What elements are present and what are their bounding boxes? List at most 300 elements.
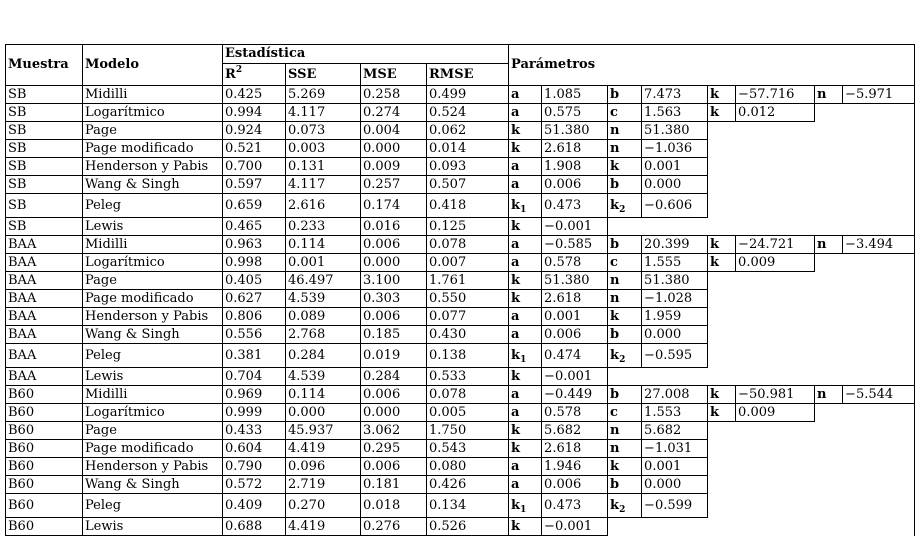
param-symbol: n	[817, 386, 827, 402]
cell-rmse: 0.507	[427, 176, 509, 194]
param-symbol: k	[511, 440, 521, 456]
empty-cell	[708, 308, 915, 326]
param-value: 1.946	[542, 458, 608, 476]
param-symbol: k	[610, 497, 620, 513]
param-symbol: k	[511, 497, 521, 513]
cell-muestra: BAA	[6, 290, 83, 308]
cell-mse: 3.100	[361, 272, 427, 290]
param-value: 7.473	[642, 86, 708, 104]
param-name	[608, 308, 642, 326]
cell-r2: 0.405	[223, 272, 286, 290]
empty-cell	[708, 194, 915, 218]
param-symbol: k	[511, 290, 521, 306]
cell-rmse: 0.499	[427, 86, 509, 104]
param-symbol: n	[610, 440, 620, 456]
param-value: 0.473	[542, 194, 608, 218]
empty-cell	[815, 404, 915, 422]
cell-mse: 0.006	[361, 308, 427, 326]
param-value: 0.012	[736, 104, 815, 122]
cell-muestra: BAA	[6, 236, 83, 254]
cell-modelo: Midilli	[83, 86, 223, 104]
empty-cell	[708, 494, 915, 518]
param-name	[509, 494, 542, 518]
cell-mse: 0.174	[361, 194, 427, 218]
cell-muestra: SB	[6, 194, 83, 218]
cell-mse: 0.000	[361, 140, 427, 158]
cell-modelo: Page modificado	[83, 140, 223, 158]
param-symbol: k	[610, 197, 620, 213]
cell-muestra: B60	[6, 422, 83, 440]
empty-cell	[708, 158, 915, 176]
param-name	[815, 86, 843, 104]
param-symbol: n	[610, 290, 620, 306]
param-value: −0.595	[642, 344, 708, 368]
cell-mse: 0.276	[361, 518, 427, 536]
param-value: −0.001	[542, 518, 608, 536]
param-subscript: 2	[619, 204, 626, 215]
param-value: 0.009	[736, 254, 815, 272]
param-name	[608, 440, 642, 458]
empty-cell	[708, 122, 915, 140]
cell-r2: 0.688	[223, 518, 286, 536]
param-subscript: 2	[619, 504, 626, 515]
param-name	[509, 140, 542, 158]
param-name	[509, 422, 542, 440]
cell-mse: 0.004	[361, 122, 427, 140]
param-value: −24.721	[736, 236, 815, 254]
empty-cell	[708, 440, 915, 458]
param-subscript: 1	[520, 204, 527, 215]
cell-sse: 0.233	[286, 218, 361, 236]
cell-modelo: Peleg	[83, 494, 223, 518]
cell-r2: 0.998	[223, 254, 286, 272]
param-name	[608, 326, 642, 344]
cell-muestra: SB	[6, 86, 83, 104]
cell-mse: 0.181	[361, 476, 427, 494]
header-r2-base: R	[225, 66, 236, 82]
cell-modelo: Logarítmico	[83, 254, 223, 272]
param-symbol: n	[610, 140, 620, 156]
param-value: 51.380	[642, 122, 708, 140]
param-value: 5.682	[542, 422, 608, 440]
param-name	[509, 176, 542, 194]
cell-rmse: 0.007	[427, 254, 509, 272]
param-symbol: n	[610, 422, 620, 438]
header-muestra: Muestra	[6, 45, 83, 86]
param-value: 0.006	[542, 176, 608, 194]
param-symbol: a	[511, 404, 520, 420]
cell-mse: 3.062	[361, 422, 427, 440]
param-name	[509, 104, 542, 122]
table-row	[6, 194, 915, 218]
empty-cell	[708, 476, 915, 494]
param-symbol: c	[610, 404, 618, 420]
param-value: −57.716	[736, 86, 815, 104]
cell-muestra: BAA	[6, 308, 83, 326]
param-symbol: k	[511, 422, 521, 438]
param-symbol: k	[610, 347, 620, 363]
param-name	[509, 518, 542, 536]
param-value: −1.036	[642, 140, 708, 158]
cell-mse: 0.257	[361, 176, 427, 194]
table-row	[6, 476, 915, 494]
param-symbol: k	[710, 254, 720, 270]
cell-sse: 0.073	[286, 122, 361, 140]
param-name	[815, 236, 843, 254]
param-value: −50.981	[736, 386, 815, 404]
cell-modelo: Logarítmico	[83, 404, 223, 422]
header-modelo: Modelo	[83, 45, 223, 86]
param-name	[608, 104, 642, 122]
cell-sse: 4.117	[286, 176, 361, 194]
param-name	[608, 344, 642, 368]
param-name	[708, 86, 736, 104]
cell-modelo: Page modificado	[83, 290, 223, 308]
cell-r2: 0.604	[223, 440, 286, 458]
param-value: 51.380	[642, 272, 708, 290]
param-name	[608, 86, 642, 104]
cell-sse: 0.001	[286, 254, 361, 272]
param-name	[708, 386, 736, 404]
table-row	[6, 254, 915, 272]
param-value: 0.009	[736, 404, 815, 422]
cell-sse: 0.114	[286, 236, 361, 254]
cell-modelo: Wang & Singh	[83, 476, 223, 494]
cell-sse: 4.419	[286, 440, 361, 458]
header-estadistica: Estadística	[223, 45, 509, 64]
header-rmse: RMSE	[427, 64, 509, 86]
param-name	[608, 122, 642, 140]
param-name	[509, 386, 542, 404]
cell-sse: 4.539	[286, 290, 361, 308]
cell-r2: 0.433	[223, 422, 286, 440]
param-symbol: k	[511, 122, 521, 138]
param-symbol: k	[710, 386, 720, 402]
param-value: 20.399	[642, 236, 708, 254]
table-row	[6, 440, 915, 458]
cell-modelo: Peleg	[83, 194, 223, 218]
param-name	[509, 158, 542, 176]
param-name	[608, 458, 642, 476]
param-value: 27.008	[642, 386, 708, 404]
param-symbol: a	[511, 476, 520, 492]
param-name	[509, 344, 542, 368]
param-name	[708, 104, 736, 122]
table-row	[6, 458, 915, 476]
table-row	[6, 290, 915, 308]
cell-muestra: BAA	[6, 254, 83, 272]
param-symbol: c	[610, 104, 618, 120]
param-name	[708, 404, 736, 422]
cell-mse: 0.284	[361, 368, 427, 386]
param-value: 0.578	[542, 404, 608, 422]
param-value: 0.006	[542, 476, 608, 494]
param-value: 0.575	[542, 104, 608, 122]
cell-modelo: Henderson y Pabis	[83, 458, 223, 476]
cell-r2: 0.381	[223, 344, 286, 368]
param-name	[608, 290, 642, 308]
param-symbol: a	[511, 236, 520, 252]
cell-muestra: B60	[6, 386, 83, 404]
cell-mse: 0.000	[361, 254, 427, 272]
cell-muestra: SB	[6, 176, 83, 194]
cell-muestra: BAA	[6, 368, 83, 386]
param-symbol: a	[511, 326, 520, 342]
param-symbol: k	[610, 458, 620, 474]
param-symbol: a	[511, 386, 520, 402]
param-subscript: 1	[520, 354, 527, 365]
cell-muestra: SB	[6, 158, 83, 176]
cell-modelo: Henderson y Pabis	[83, 158, 223, 176]
cell-muestra: BAA	[6, 272, 83, 290]
cell-sse: 45.937	[286, 422, 361, 440]
param-symbol: k	[610, 308, 620, 324]
param-value: −0.599	[642, 494, 708, 518]
cell-r2: 0.659	[223, 194, 286, 218]
param-name	[608, 422, 642, 440]
table-row	[6, 326, 915, 344]
param-value: 0.006	[542, 326, 608, 344]
param-symbol: b	[610, 326, 620, 342]
cell-sse: 4.117	[286, 104, 361, 122]
param-value: 0.000	[642, 176, 708, 194]
param-value: 1.085	[542, 86, 608, 104]
cell-muestra: SB	[6, 104, 83, 122]
cell-r2: 0.597	[223, 176, 286, 194]
cell-rmse: 0.526	[427, 518, 509, 536]
cell-mse: 0.019	[361, 344, 427, 368]
param-symbol: k	[511, 368, 521, 384]
cell-rmse: 0.125	[427, 218, 509, 236]
cell-rmse: 0.080	[427, 458, 509, 476]
param-name	[509, 404, 542, 422]
param-value: −0.585	[542, 236, 608, 254]
cell-rmse: 0.138	[427, 344, 509, 368]
param-value: 5.682	[642, 422, 708, 440]
param-name	[708, 236, 736, 254]
cell-r2: 0.963	[223, 236, 286, 254]
cell-r2: 0.704	[223, 368, 286, 386]
param-name	[509, 218, 542, 236]
table-row	[6, 386, 915, 404]
param-value: −0.001	[542, 368, 608, 386]
param-value: 0.474	[542, 344, 608, 368]
param-symbol: b	[610, 476, 620, 492]
param-name	[608, 158, 642, 176]
cell-mse: 0.006	[361, 236, 427, 254]
cell-r2: 0.790	[223, 458, 286, 476]
param-symbol: a	[511, 158, 520, 174]
cell-modelo: Peleg	[83, 344, 223, 368]
param-name	[509, 272, 542, 290]
cell-modelo: Page	[83, 122, 223, 140]
param-value: −1.028	[642, 290, 708, 308]
param-name	[509, 326, 542, 344]
cell-mse: 0.016	[361, 218, 427, 236]
table-row	[6, 122, 915, 140]
param-symbol: a	[511, 86, 520, 102]
param-symbol: a	[511, 176, 520, 192]
param-symbol: a	[511, 458, 520, 474]
cell-modelo: Midilli	[83, 236, 223, 254]
cell-sse: 2.768	[286, 326, 361, 344]
table-row	[6, 218, 915, 236]
param-value: −3.494	[843, 236, 915, 254]
cell-r2: 0.521	[223, 140, 286, 158]
table-row	[6, 140, 915, 158]
param-value: −0.606	[642, 194, 708, 218]
empty-cell	[608, 368, 915, 386]
table-row	[6, 158, 915, 176]
cell-rmse: 0.524	[427, 104, 509, 122]
empty-cell	[708, 290, 915, 308]
param-symbol: a	[511, 254, 520, 270]
cell-rmse: 0.426	[427, 476, 509, 494]
empty-cell	[708, 326, 915, 344]
param-name	[509, 476, 542, 494]
param-symbol: n	[817, 86, 827, 102]
cell-sse: 0.096	[286, 458, 361, 476]
empty-cell	[815, 104, 915, 122]
table-row	[6, 104, 915, 122]
cell-modelo: Wang & Singh	[83, 176, 223, 194]
table-row	[6, 344, 915, 368]
param-name	[608, 194, 642, 218]
cell-rmse: 0.533	[427, 368, 509, 386]
param-value: 0.473	[542, 494, 608, 518]
cell-muestra: B60	[6, 494, 83, 518]
header-parametros: Parámetros	[509, 45, 915, 86]
cell-sse: 0.003	[286, 140, 361, 158]
cell-muestra: BAA	[6, 344, 83, 368]
cell-sse: 0.284	[286, 344, 361, 368]
param-symbol: k	[511, 140, 521, 156]
param-name	[608, 254, 642, 272]
cell-r2: 0.425	[223, 86, 286, 104]
param-name	[509, 236, 542, 254]
cell-rmse: 1.761	[427, 272, 509, 290]
param-value: 2.618	[542, 290, 608, 308]
cell-modelo: Page	[83, 272, 223, 290]
param-value: 1.959	[642, 308, 708, 326]
param-symbol: n	[610, 272, 620, 288]
cell-r2: 0.999	[223, 404, 286, 422]
param-value: 0.578	[542, 254, 608, 272]
cell-r2: 0.924	[223, 122, 286, 140]
cell-mse: 0.006	[361, 386, 427, 404]
cell-muestra: B60	[6, 440, 83, 458]
param-name	[708, 254, 736, 272]
cell-modelo: Logarítmico	[83, 104, 223, 122]
cell-modelo: Wang & Singh	[83, 326, 223, 344]
param-value: 0.000	[642, 476, 708, 494]
cell-rmse: 0.005	[427, 404, 509, 422]
header-r2	[223, 64, 286, 86]
cell-muestra: SB	[6, 218, 83, 236]
cell-r2: 0.627	[223, 290, 286, 308]
param-value: 51.380	[542, 272, 608, 290]
param-symbol: c	[610, 254, 618, 270]
param-value: −5.544	[843, 386, 915, 404]
cell-modelo: Lewis	[83, 218, 223, 236]
cell-mse: 0.303	[361, 290, 427, 308]
cell-sse: 4.539	[286, 368, 361, 386]
cell-rmse: 0.014	[427, 140, 509, 158]
cell-muestra: SB	[6, 122, 83, 140]
param-symbol: k	[710, 104, 720, 120]
param-value: 0.000	[642, 326, 708, 344]
cell-rmse: 1.750	[427, 422, 509, 440]
param-name	[608, 140, 642, 158]
param-name	[608, 272, 642, 290]
cell-r2: 0.969	[223, 386, 286, 404]
param-name	[815, 386, 843, 404]
cell-rmse: 0.078	[427, 386, 509, 404]
param-subscript: 2	[619, 354, 626, 365]
cell-sse: 0.114	[286, 386, 361, 404]
param-symbol: k	[710, 86, 720, 102]
table-row	[6, 422, 915, 440]
table-row	[6, 308, 915, 326]
cell-sse: 5.269	[286, 86, 361, 104]
cell-rmse: 0.077	[427, 308, 509, 326]
param-symbol: k	[710, 236, 720, 252]
table-row	[6, 404, 915, 422]
cell-rmse: 0.062	[427, 122, 509, 140]
cell-r2: 0.556	[223, 326, 286, 344]
cell-rmse: 0.550	[427, 290, 509, 308]
empty-cell	[708, 140, 915, 158]
param-value: 1.563	[642, 104, 708, 122]
cell-muestra: B60	[6, 458, 83, 476]
cell-sse: 2.616	[286, 194, 361, 218]
param-value: 51.380	[542, 122, 608, 140]
empty-cell	[708, 272, 915, 290]
table-row	[6, 368, 915, 386]
cell-mse: 0.295	[361, 440, 427, 458]
cell-muestra: B60	[6, 404, 83, 422]
table-row	[6, 272, 915, 290]
param-value: 2.618	[542, 140, 608, 158]
param-symbol: b	[610, 176, 620, 192]
param-name	[608, 176, 642, 194]
cell-mse: 0.274	[361, 104, 427, 122]
param-name	[608, 236, 642, 254]
table-row	[6, 518, 915, 536]
param-value: 2.618	[542, 440, 608, 458]
param-symbol: k	[511, 218, 521, 234]
cell-r2: 0.994	[223, 104, 286, 122]
cell-r2: 0.409	[223, 494, 286, 518]
empty-cell	[815, 254, 915, 272]
param-symbol: a	[511, 308, 520, 324]
cell-modelo: Henderson y Pabis	[83, 308, 223, 326]
cell-modelo: Lewis	[83, 368, 223, 386]
param-name	[509, 308, 542, 326]
param-symbol: n	[610, 122, 620, 138]
cell-mse: 0.000	[361, 404, 427, 422]
cell-r2: 0.806	[223, 308, 286, 326]
table-row	[6, 176, 915, 194]
cell-mse: 0.009	[361, 158, 427, 176]
cell-muestra: B60	[6, 476, 83, 494]
param-symbol: k	[511, 347, 521, 363]
cell-modelo: Midilli	[83, 386, 223, 404]
cell-muestra: BAA	[6, 326, 83, 344]
cell-modelo: Page modificado	[83, 440, 223, 458]
param-symbol: n	[817, 236, 827, 252]
table-row	[6, 86, 915, 104]
